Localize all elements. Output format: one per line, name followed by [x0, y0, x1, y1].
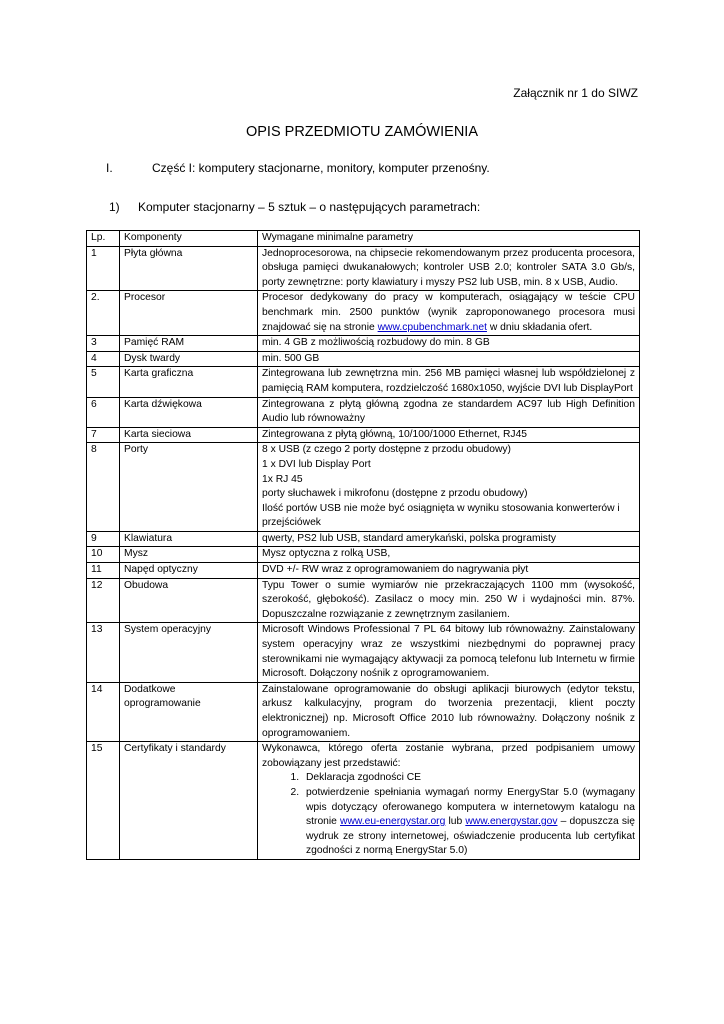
table-row — [87, 547, 640, 563]
table-row — [87, 367, 640, 397]
table-row — [87, 682, 640, 741]
eu-energystar-link[interactable]: www.eu-energystar.org — [340, 816, 446, 828]
section-number: I. — [106, 161, 113, 175]
row-component: System operacyjny — [120, 623, 258, 682]
row-parameters: min. 500 GB — [258, 351, 640, 367]
cert-text: – dopuszcza się wydruk ze strony internetowej, oświadczenie producenta lub certyfikat zgodności z normą EnergyStar 5.0) — [306, 816, 635, 857]
row-component: Karta dźwiękowa — [120, 397, 258, 427]
ports-line: 1 x DVI lub Display Port — [262, 458, 371, 470]
cert-list — [262, 771, 635, 859]
row-lp: 15 — [87, 742, 120, 860]
row-component: Dodatkowe oprogramowanie — [120, 682, 258, 741]
table-row — [87, 427, 640, 443]
row-parameters: Microsoft Windows Professional 7 PL 64 bitowy lub równoważny. Zainstalowany system operacyjny wraz ze wszystkimi niezbędnymi do poprawnej pracy sterownikami nie wymagający aktywacji za pomocą telefonu lub Internetu w firmie Microsoft. Dołączony nośnik z oprogramowaniem. — [258, 623, 640, 682]
row-lp: 7 — [87, 427, 120, 443]
row-parameters: Zintegrowana lub zewnętrzna min. 256 MB pamięci własnej lub współdzielonej z pamięcią RAM komputera, rozdzielczość 1680x1050, wyjście DVI lub DisplayPort — [258, 367, 640, 397]
row-component: Dysk twardy — [120, 351, 258, 367]
table-header-row — [87, 231, 640, 247]
row-component: Certyfikaty i standardy — [120, 742, 258, 860]
row-parameters: qwerty, PS2 lub USB, standard amerykański, polska programisty — [258, 531, 640, 547]
energystar-gov-link[interactable]: www.energystar.gov — [465, 816, 558, 828]
row-parameters: Typu Tower o sumie wymiarów nie przekraczających 1100 mm (wysokość, szerokość, głębokość). Zasilacz o mocy min. 250 W i wydajności min. 87%. Dopuszczalne rozwiązanie z zewnętrznym zasilaniem. — [258, 578, 640, 623]
row-component: Procesor — [120, 291, 258, 336]
row-lp: 12 — [87, 578, 120, 623]
cert-text: potwierdzenie spełniania wymagań normy EnergyStar 5.0 (wymagany wpis dotyczący oferowanego komputera w internetowym katalogu na stronie — [306, 786, 635, 828]
row-lp: 14 — [87, 682, 120, 741]
table-row — [87, 742, 640, 860]
row-text: Procesor dedykowany do pracy w komputerach, osiągający w teście CPU benchmark min. 2500 punktów (wynik zaproponowanego procesora musi znajdować się na stronie — [262, 292, 635, 333]
row-parameters: Mysz optyczna z rolką USB, — [258, 547, 640, 563]
cert-intro: Wykonawca, którego oferta zostanie wybrana, przed podpisaniem umowy zobowiązany jest przedstawić: — [262, 743, 635, 769]
ports-line: porty słuchawek i mikrofonu (dostępne z przodu obudowy) — [262, 488, 528, 500]
row-component: Napęd optyczny — [120, 563, 258, 579]
header-lp: Lp. — [87, 231, 120, 247]
ports-line: Ilość portów USB nie może być osiągnięta w wyniku stosowania konwerterów i przejściówek — [262, 502, 620, 529]
row-lp: 5 — [87, 367, 120, 397]
row-component: Mysz — [120, 547, 258, 563]
section-text: Część I: komputery stacjonarne, monitory, komputer przenośny. — [152, 161, 490, 175]
row-parameters: Jednoprocesorowa, na chipsecie rekomendowanym przez producenta procesora, obsługa pamięci dwukanałowych; kontroler USB 2.0; kontroler SATA 3.0 Gb/s, porty zewnętrzne: porty klawiatury i myszy PS2 lub USB, min. 8 x USB, Audio. — [258, 246, 640, 291]
header-component: Komponenty — [120, 231, 258, 247]
row-component: Klawiatura — [120, 531, 258, 547]
row-parameters — [258, 443, 640, 532]
row-lp: 11 — [87, 563, 120, 579]
row-component: Obudowa — [120, 578, 258, 623]
row-parameters: Zintegrowana z płytą główną zgodna ze standardem AC97 lub High Definition Audio lub równoważny — [258, 397, 640, 427]
row-lp: 2. — [87, 291, 120, 336]
row-text: w dniu składania ofert. — [486, 321, 593, 333]
subsection-text: Komputer stacjonarny – 5 sztuk – o następujących parametrach: — [138, 200, 481, 214]
table-row — [87, 563, 640, 579]
ports-line: 1x RJ 45 — [262, 473, 303, 485]
row-lp: 4 — [87, 351, 120, 367]
subsection-number: 1) — [109, 200, 120, 214]
parameters-table — [86, 230, 640, 860]
cert-item-energystar — [302, 786, 635, 859]
table-row — [87, 397, 640, 427]
page-title: OPIS PRZEDMIOTU ZAMÓWIENIA — [245, 124, 478, 140]
table-row — [87, 291, 640, 336]
row-lp: 13 — [87, 623, 120, 682]
cert-text: lub — [445, 816, 466, 828]
row-parameters — [258, 291, 640, 336]
section-heading — [106, 161, 490, 175]
row-component: Karta sieciowa — [120, 427, 258, 443]
table-row — [87, 531, 640, 547]
cpubenchmark-link[interactable]: www.cpubenchmark.net — [377, 321, 487, 333]
row-lp: 10 — [87, 547, 120, 563]
table-row — [87, 246, 640, 291]
table-row — [87, 623, 640, 682]
header-parameters: Wymagane minimalne parametry — [258, 231, 640, 247]
ports-line: 8 x USB (z czego 2 porty dostępne z przodu obudowy) — [262, 444, 511, 456]
row-lp: 9 — [87, 531, 120, 547]
row-component: Pamięć RAM — [120, 336, 258, 352]
row-parameters: min. 4 GB z możliwością rozbudowy do min. 8 GB — [258, 336, 640, 352]
table-row — [87, 336, 640, 352]
table-row — [87, 443, 640, 532]
row-component: Porty — [120, 443, 258, 532]
subsection-heading — [109, 200, 480, 214]
row-parameters: Zintegrowana z płytą główną, 10/100/1000 Ethernet, RJ45 — [258, 427, 640, 443]
row-component: Płyta główna — [120, 246, 258, 291]
row-lp: 1 — [87, 246, 120, 291]
cert-item-ce: 1. Deklaracja zgodności CE — [302, 771, 635, 786]
row-parameters — [258, 742, 640, 860]
row-lp: 3 — [87, 336, 120, 352]
row-component: Karta graficzna — [120, 367, 258, 397]
row-parameters: DVD +/- RW wraz z oprogramowaniem do nagrywania płyt — [258, 563, 640, 579]
table-row — [87, 578, 640, 623]
row-lp: 6 — [87, 397, 120, 427]
annex-label: Załącznik nr 1 do SIWZ — [513, 86, 638, 100]
table-row — [87, 351, 640, 367]
row-lp: 8 — [87, 443, 120, 532]
row-parameters: Zainstalowane oprogramowanie do obsługi aplikacji biurowych (edytor tekstu, arkusz kalkulacyjny, program do tworzenia prezentacji, klient poczty elektronicznej) np. Microsoft Office 2010 lub równoważny. Dołączony nośnik z oprogramowaniem. — [258, 682, 640, 741]
